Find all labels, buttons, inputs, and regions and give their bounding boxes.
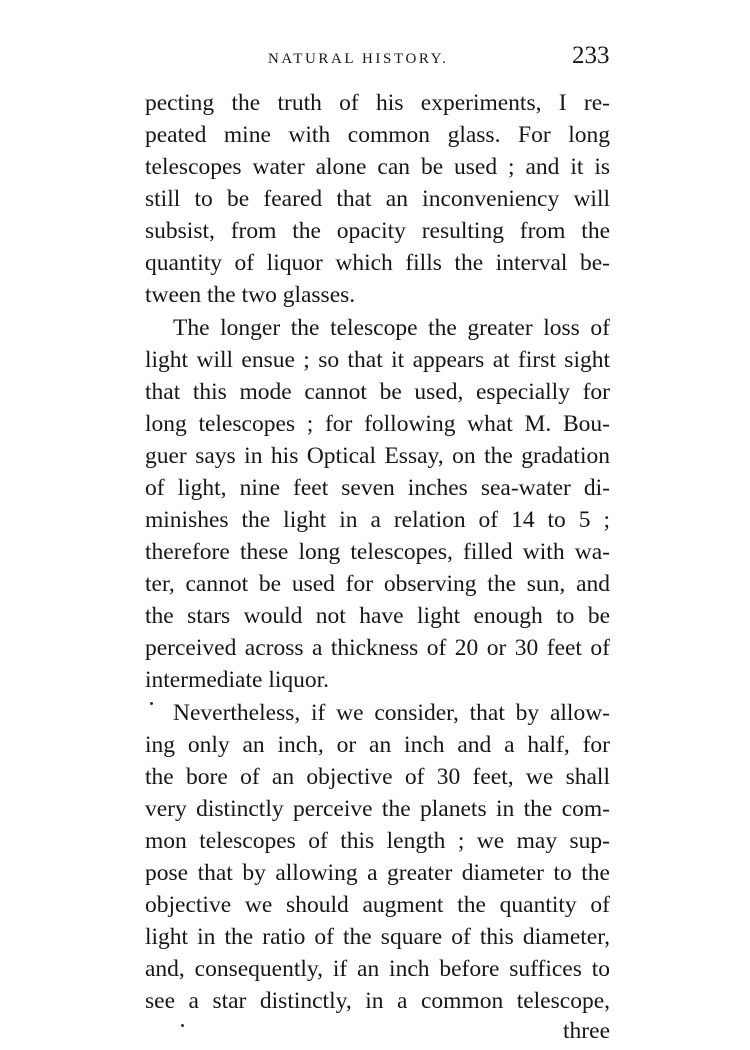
text-line: subsist, from the opacity resulting from the [145, 218, 610, 244]
text-line: intermediate liquor. [145, 667, 330, 693]
text-line: pose that by allowing a greater diameter to the [145, 860, 610, 886]
ink-speck [150, 702, 153, 705]
text-line: the bore of an objective of 30 feet, we shall [145, 764, 610, 790]
catchword: three [563, 1018, 610, 1044]
text-line: ing only an inch, or an inch and a half, for [145, 732, 610, 758]
text-line: tween the two glasses. [145, 282, 356, 308]
text-line: ter, cannot be used for observing the sun, and [145, 571, 610, 597]
text-line: long telescopes ; for following what M. Bou- [145, 411, 610, 437]
text-line: telescopes water alone can be used ; and it is [145, 154, 610, 180]
text-line: light will ensue ; so that it appears at first sight [145, 347, 610, 373]
text-line: and, consequently, if an inch before suffices to [145, 956, 610, 982]
text-line: Nevertheless, if we consider, that by allow- [173, 700, 610, 726]
ink-speck [181, 1024, 184, 1027]
text-line: quantity of liquor which fills the interval be- [145, 250, 610, 276]
text-line: The longer the telescope the greater loss of [173, 315, 610, 341]
text-line: therefore these long telescopes, filled with wa- [145, 539, 610, 565]
text-line: still to be feared that an inconveniency will [145, 186, 610, 212]
text-line: very distinctly perceive the planets in the com- [145, 796, 610, 822]
text-line: minishes the light in a relation of 14 to 5 ; [145, 507, 610, 533]
text-line: of light, nine feet seven inches sea-water di- [145, 475, 610, 501]
running-header: NATURAL HISTORY. [268, 51, 449, 67]
text-line: mon telescopes of this length ; we may sup- [145, 828, 610, 854]
text-line: guer says in his Optical Essay, on the gradation [145, 443, 610, 469]
page-number: 233 [572, 42, 610, 69]
text-line: peated mine with common glass. For long [145, 122, 610, 148]
text-line: the stars would not have light enough to be [145, 603, 610, 629]
text-line: perceived across a thickness of 20 or 30 feet of [145, 635, 610, 661]
text-line: pecting the truth of his experiments, I re- [145, 90, 610, 116]
text-line: that this mode cannot be used, especially for [145, 379, 610, 405]
text-line: objective we should augment the quantity of [145, 892, 610, 918]
text-line: see a star distinctly, in a common telescope, [145, 988, 610, 1014]
text-line: light in the ratio of the square of this diameter, [145, 924, 610, 950]
